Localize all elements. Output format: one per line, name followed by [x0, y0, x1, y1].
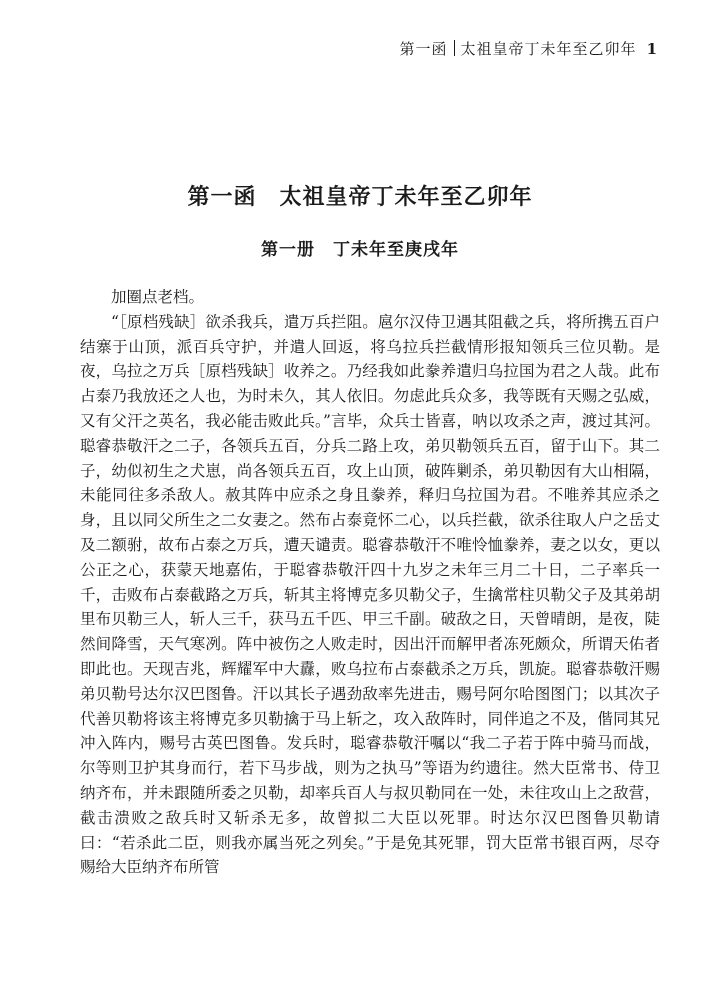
section-title: 第一册 丁未年至庚戌年: [261, 240, 459, 260]
running-head: [400, 38, 658, 59]
page-number: 1: [646, 40, 658, 58]
running-head-divider: [454, 40, 455, 56]
running-head-chapter: 第一函: [399, 40, 448, 58]
paragraph-main: “［原档残缺］欲杀我兵，遣万兵拦阻。扈尔汉侍卫遇其阻截之兵，将所携五百户结寨于山顶，派百兵守护，并遣人回返，将乌拉兵拦截情形报知领兵三位贝勒。是夜，乌拉之万兵［原档残缺］收养之。乃经我如此豢养遣归乌拉国为君之人哉。此布占泰乃我放还之人也，为时未久，其人依旧。勿虑此兵众多，我等既有天赐之弘威，又有父汗之英名，我必能击败此兵。”言毕，众兵士皆喜，呐以攻杀之声，渡过其河。聪睿恭敬汗之二子，各领兵五百，分兵二路上攻，弟贝勒领兵五百，留于山下。其二子，幼似初生之犬崽，尚各领兵五百，攻上山顶，破阵剿杀，弟贝勒因有大山相隔，未能同往多杀敌人。赦其阵中应杀之身且豢养，释归乌拉国为君。不唯养其应杀之身，且以同父所生之二女妻之。然布占泰竟怀二心，以兵拦截，欲杀往取人户之岳丈及二额驸，故布占泰之万兵，遭天谴责。聪睿恭敬汗不唯怜恤豢养，妻之以女，更以公正之心，获蒙天地嘉佑，于聪睿恭敬汗四十九岁之未年三月二十日，二子率兵一千，击败布占泰截路之万兵，斩其主将博克多贝勒父子，生擒常柱贝勒父子及其弟胡里布贝勒三人，斩人三千，获马五千匹、甲三千副。破敌之日，天曾晴朗，是夜，陡然间降雪，天气寒冽。阵中被伤之人败走时，因出汗而解甲者冻死颇众，所谓天佑者即此也。天现吉兆，辉耀军中大纛，败乌拉布占泰截杀之万兵，凯旋。聪睿恭敬汗赐弟贝勒号达尔汉巴图鲁。汗以其长子遇劲敌率先进击，赐号阿尔哈图图门；以其次子代善贝勒将该主将博克多贝勒擒于马上斩之，攻入敌阵时，同伴追之不及，偕同其兄冲入阵内，赐号古英巴图鲁。发兵时，聪睿恭敬汗嘱以“我二子若于阵中骑马而战，尔等则卫护其身而行，若下马步战，则为之执马”等语为约遗往。然大臣常书、侍卫纳齐布，并未跟随所委之贝勒，却率兵百人与叔贝勒同在一处，未往攻山上之敌营，截击溃败之敌兵时又斩杀无多，故曾拟二大臣以死罪。时达尔汉巴图鲁贝勒请曰：“若杀此二臣，则我亦属当死之列矣。”于是免其死罪，罚大臣常书银百两，尽夺赐给大臣纳齐布所管: [80, 312, 660, 877]
body-text: [80, 285, 660, 880]
running-head-title: 太祖皇帝丁未年至乙卯年: [460, 40, 637, 58]
chapter-title: 第一函 太祖皇帝丁未年至乙卯年: [187, 185, 533, 210]
paragraph-intro: 加圈点老档。: [111, 288, 205, 306]
